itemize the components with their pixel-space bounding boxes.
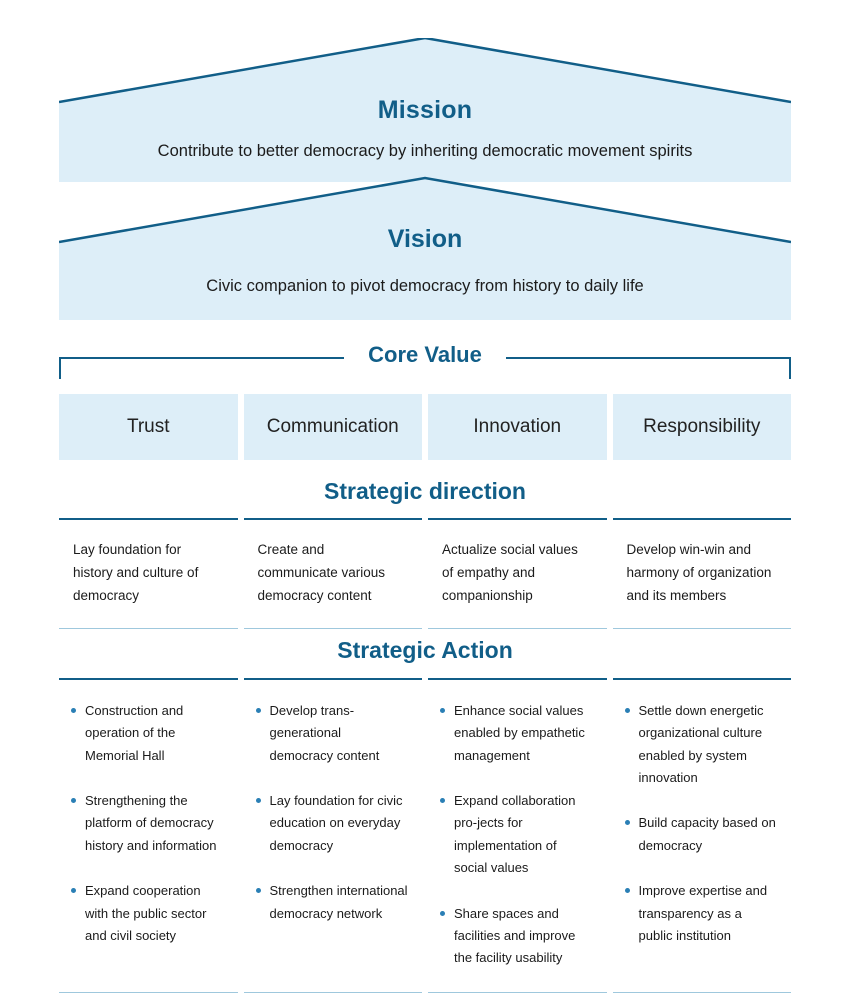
core-value-card-innovation: Innovation <box>428 394 607 460</box>
list-item <box>71 790 224 857</box>
list-item <box>625 880 778 947</box>
list-item <box>440 700 593 767</box>
list-item <box>71 700 224 767</box>
strategic-action-title: Strategic Action <box>337 637 513 663</box>
bullet-icon <box>625 820 630 825</box>
mission-vision-block <box>59 38 791 320</box>
strategic-action-column-1 <box>59 678 238 993</box>
list-item-label: Construction and operation of the Memorial Hall <box>85 703 184 763</box>
list-item-label: Settle down energetic organizational culture enabled by system innovation <box>638 703 764 786</box>
bullet-icon <box>256 888 261 893</box>
list-item <box>256 880 409 925</box>
list-item <box>440 790 593 879</box>
core-value-header <box>59 340 791 380</box>
vision-text: Civic companion to pivot democracy from history to daily life <box>206 277 644 295</box>
strategic-direction-title: Strategic direction <box>324 478 526 504</box>
strategic-direction-column-4 <box>613 518 792 629</box>
list-item-label: Expand cooperation with the public sector and civil society <box>85 883 207 943</box>
list-item-label: Enhance social values enabled by empathetic management <box>454 703 585 763</box>
bullet-icon <box>71 708 76 713</box>
strategic-direction-list <box>59 518 791 629</box>
mission-title: Mission <box>377 96 473 124</box>
strategic-action-column-4 <box>613 678 792 993</box>
list-item <box>256 790 409 857</box>
list-item <box>625 812 778 857</box>
list-item <box>256 700 409 767</box>
list-item-label: Strengthen international democracy network <box>269 883 408 921</box>
strategic-action-column-3 <box>428 678 607 993</box>
list-item <box>625 700 778 789</box>
strategic-direction-text: Create and communicate various democracy content <box>257 542 386 604</box>
bullet-icon <box>440 911 445 916</box>
strategic-action-list <box>59 678 791 993</box>
bullet-icon <box>625 888 630 893</box>
strategic-direction-column-2 <box>244 518 423 629</box>
bullet-icon <box>256 798 261 803</box>
strategic-action-column-2 <box>244 678 423 993</box>
bullet-icon <box>71 798 76 803</box>
strategic-direction-text: Lay foundation for history and culture of democracy <box>73 542 199 604</box>
mission-text: Contribute to better democracy by inheriting democratic movement spirits <box>157 142 693 160</box>
bullet-icon <box>625 708 630 713</box>
vision-title: Vision <box>387 225 463 253</box>
strategic-direction-column-1 <box>59 518 238 629</box>
list-item-label: Share spaces and facilities and improve the facility usability <box>454 905 576 966</box>
core-value-title: Core Value <box>368 342 482 367</box>
list-item-label: Develop trans-generational democracy content <box>269 703 380 763</box>
core-value-card-communication: Communication <box>244 394 423 460</box>
strategic-direction-text: Actualize social values of empathy and companionship <box>442 542 578 604</box>
strategic-direction-column-3 <box>428 518 607 629</box>
core-value-card-trust: Trust <box>59 394 238 460</box>
core-value-list <box>59 394 791 460</box>
list-item <box>71 880 224 947</box>
list-item-label: Build capacity based on democracy <box>638 815 776 853</box>
bullet-icon <box>440 708 445 713</box>
bullet-icon <box>440 798 445 803</box>
list-item-label: Expand collaboration pro-jects for implementation of social values <box>454 793 576 876</box>
list-item-label: Strengthening the platform of democracy history and information <box>85 793 217 853</box>
list-item <box>440 903 593 970</box>
bullet-icon <box>71 888 76 893</box>
core-value-card-responsibility: Responsibility <box>613 394 792 460</box>
bullet-icon <box>256 708 261 713</box>
list-item-label: Lay foundation for civic education on everyday democracy <box>269 793 403 853</box>
strategic-direction-text: Develop win-win and harmony of organization and its members <box>626 542 772 604</box>
list-item-label: Improve expertise and transparency as a public institution <box>638 883 768 943</box>
